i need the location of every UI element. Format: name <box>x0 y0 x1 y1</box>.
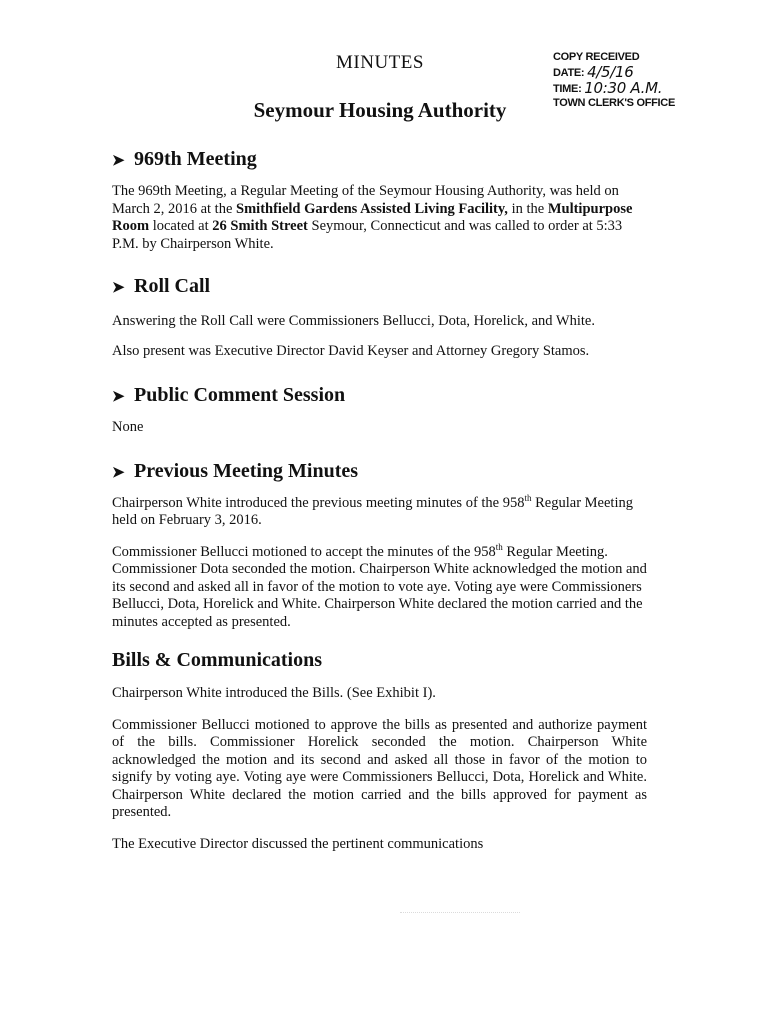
arrowhead-bullet-icon: ➤ <box>112 280 125 296</box>
stamp-line-time <box>553 80 683 96</box>
section-roll-call <box>112 273 647 360</box>
stamp-date-label: DATE: <box>553 67 585 79</box>
arrowhead-bullet-icon: ➤ <box>112 389 125 405</box>
arrowhead-bullet-icon: ➤ <box>112 153 125 169</box>
communications-paragraph: The Executive Director discussed the pertinent communications <box>112 835 484 852</box>
also-present-paragraph: Also present was Executive Director David Keyser and Attorney Gregory Stamos. <box>112 342 590 359</box>
section-bills-communications <box>112 647 647 853</box>
arrowhead-bullet-icon: ➤ <box>112 464 125 481</box>
section-meeting <box>112 146 647 253</box>
section-heading-public-comment: ➤ Public Comment Session <box>112 382 647 410</box>
section-heading-meeting: ➤ 969th Meeting <box>112 146 647 174</box>
section-heading-bills-communications: Bills & Communications <box>112 649 323 671</box>
received-stamp <box>553 50 683 110</box>
stamp-date-value: 4/5/16 <box>587 63 634 81</box>
bills-motion-paragraph: Commissioner Bellucci motioned to approve the bills as presented and authorize payment of the bills. Commissioner Horelick seconded the motion. Chairperson White acknowledged the motion and its second and asked all those in favor of the motion to signify by voting aye. Voting aye were Commissioners Bellucci, Dota, Horelick and White. Chairperson White declared the motion carried and the bills approved for payment as presented. <box>112 716 647 820</box>
section-heading-roll-call: ➤ Roll Call <box>112 273 647 301</box>
section-heading-previous-minutes: ➤ Previous Meeting Minutes <box>112 458 647 486</box>
public-comment-paragraph: None <box>112 419 144 435</box>
stamp-line-date <box>553 64 683 80</box>
scan-specks <box>400 912 520 917</box>
stamp-line-office: TOWN CLERK'S OFFICE <box>553 97 675 109</box>
stamp-time-value: 10:30 A.M. <box>584 79 663 97</box>
minutes-body <box>112 146 647 853</box>
stamp-time-label: TIME: <box>553 83 582 95</box>
bills-intro-paragraph: Chairperson White introduced the Bills. (See Exhibit I). <box>112 685 436 701</box>
stamp-line-copy-received: COPY RECEIVED <box>553 51 640 63</box>
previous-minutes-motion-paragraph: Commissioner Bellucci motioned to accept the minutes of the 958th Regular Meeting. Commissioner Dota seconded the motion. Chairperson White acknowledged the motion and its second and asked all in favor of the motion to vote aye. Voting aye were Commissioners Bellucci, Dota, Horelick and White. Chairperson White declared the motion carried and the minutes accepted as presented. <box>112 541 647 630</box>
document-title: MINUTES <box>336 52 424 73</box>
meeting-paragraph: The 969th Meeting, a Regular Meeting of the Seymour Housing Authority, was held on March 2, 2016 at the Smithfield Gardens Assisted Living Facility, in the Multipurpose Room located at 26 Smith Street Seymour, Connecticut and was called to order at 5:33 P.M. by Chairperson White. <box>112 183 633 252</box>
previous-minutes-intro-paragraph: Chairperson White introduced the previous meeting minutes of the 958th Regular Meeting held on February 3, 2016. <box>112 492 633 528</box>
roll-call-paragraph: Answering the Roll Call were Commissioners Bellucci, Dota, Horelick, and White. <box>112 313 595 329</box>
section-previous-minutes <box>112 458 647 632</box>
organization-name: Seymour Housing Authority <box>253 98 507 122</box>
section-public-comment <box>112 382 647 437</box>
